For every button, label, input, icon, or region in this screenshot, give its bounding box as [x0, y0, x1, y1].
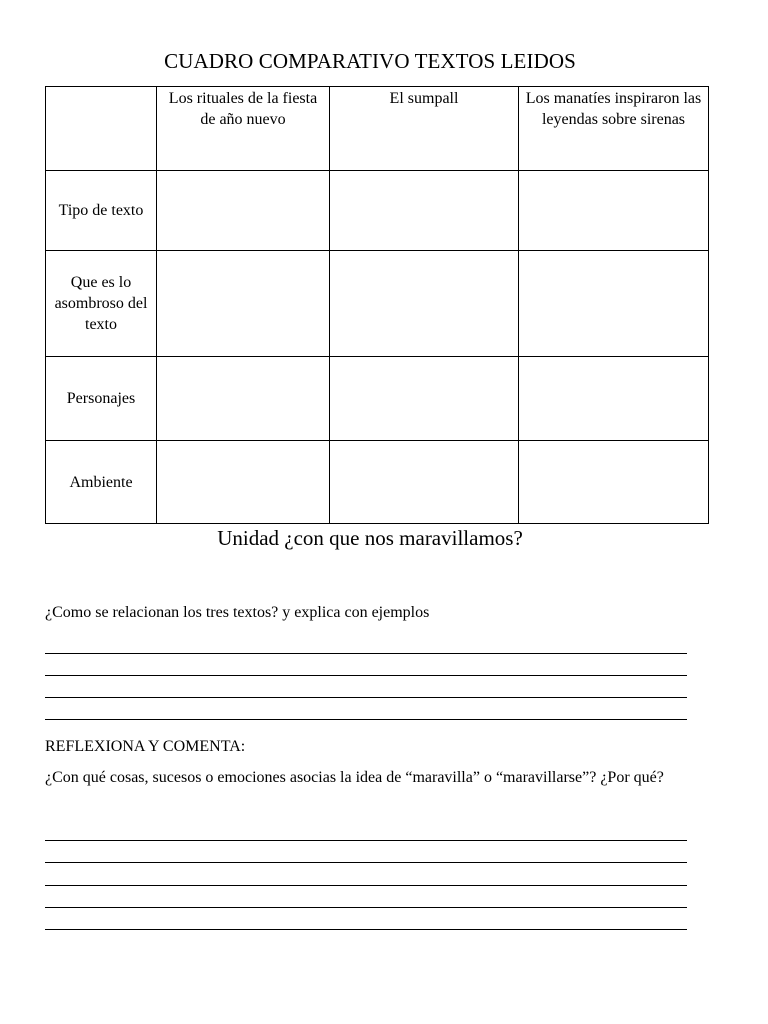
table-header-row	[46, 87, 709, 171]
table-cell[interactable]	[157, 171, 330, 251]
table-cell[interactable]	[330, 441, 519, 524]
answer-line[interactable]	[45, 675, 687, 676]
table-cell[interactable]	[519, 441, 709, 524]
table-cell[interactable]	[330, 357, 519, 441]
column-header-manaties: Los manatíes inspiraron las leyendas sobre sirenas	[519, 87, 709, 171]
table-row	[46, 441, 709, 524]
table-cell[interactable]	[519, 171, 709, 251]
answer-line[interactable]	[45, 885, 687, 886]
row-label-tipo-de-texto: Tipo de texto	[46, 171, 157, 251]
table-row	[46, 251, 709, 357]
table-cell[interactable]	[519, 357, 709, 441]
table-cell[interactable]	[519, 251, 709, 357]
table-cell[interactable]	[330, 251, 519, 357]
section-heading-reflexiona: REFLEXIONA Y COMENTA:	[45, 738, 246, 755]
table-row	[46, 171, 709, 251]
table-row	[46, 357, 709, 441]
answer-line[interactable]	[45, 719, 687, 720]
row-label-personajes: Personajes	[46, 357, 157, 441]
table-cell[interactable]	[330, 171, 519, 251]
table-cell[interactable]	[157, 251, 330, 357]
column-header-rituales: Los rituales de la fiesta de año nuevo	[157, 87, 330, 171]
page-title: CUADRO COMPARATIVO TEXTOS LEIDOS	[164, 49, 576, 73]
table-cell[interactable]	[157, 357, 330, 441]
answer-line[interactable]	[45, 653, 687, 654]
row-label-ambiente: Ambiente	[46, 441, 157, 524]
table-cell[interactable]	[157, 441, 330, 524]
row-label-asombroso: Que es lo asombroso del texto	[46, 251, 157, 357]
answer-line[interactable]	[45, 929, 687, 930]
column-header-empty	[46, 87, 157, 171]
question-maravilla: ¿Con qué cosas, sucesos o emociones asocias la idea de “maravilla” o “maravillarse”? ¿Por qué?	[45, 769, 664, 786]
column-header-sumpall: El sumpall	[330, 87, 519, 171]
answer-line[interactable]	[45, 862, 687, 863]
answer-line[interactable]	[45, 697, 687, 698]
comparison-table	[45, 86, 709, 524]
answer-line[interactable]	[45, 907, 687, 908]
unit-subtitle: Unidad ¿con que nos maravillamos?	[217, 526, 523, 550]
answer-line[interactable]	[45, 840, 687, 841]
question-relation: ¿Como se relacionan los tres textos? y explica con ejemplos	[45, 604, 430, 621]
